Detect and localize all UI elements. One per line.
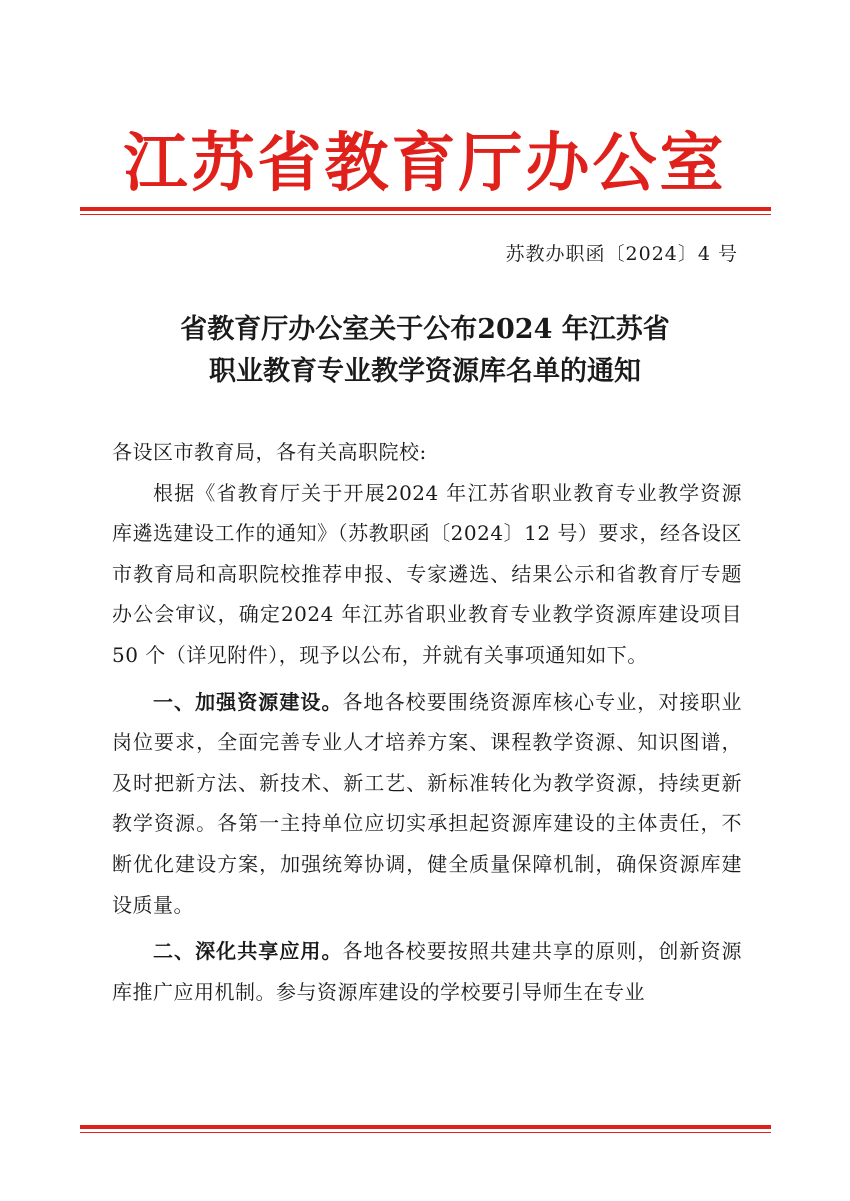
letterhead-title: 江苏省教育厅办公室 bbox=[123, 126, 727, 201]
document-body bbox=[112, 432, 742, 1012]
section-1 bbox=[112, 682, 742, 926]
header-rule-thin bbox=[80, 214, 771, 215]
section-2-heading: 二、深化共享应用。 bbox=[153, 939, 343, 964]
header-rule-thick bbox=[80, 207, 771, 211]
section-2 bbox=[112, 931, 742, 1012]
footer-rule-thin bbox=[80, 1132, 771, 1133]
document-number: 苏教办职函〔2024〕4 号 bbox=[505, 243, 738, 265]
intro-paragraph: 根据《省教育厅关于开展2024 年江苏省职业教育专业教学资源库遴选建设工作的通知》（苏教职函〔2024〕12 号）要求，经各设区市教育局和高职院校推荐申报、专家遴选、结果公示和省教育厅专题办公会审议，确定2024 年江苏省职业教育专业教学资源库建设项目 50 个（详见附件），现予以公布，并就有关事项通知如下。 bbox=[112, 480, 742, 667]
document-title-line-1: 省教育厅办公室关于公布2024 年江苏省 bbox=[180, 314, 670, 345]
salutation: 各设区市教育局，各有关高职院校: bbox=[112, 440, 427, 464]
footer-rule-thick bbox=[80, 1125, 771, 1129]
section-1-text: 各地各校要围绕资源库核心专业，对接职业岗位要求，全面完善专业人才培养方案、课程教学资源、知识图谱，及时把新方法、新技术、新工艺、新标准转化为教学资源，持续更新教学资源。各第一主持单位应切实承担起资源库建设的主体责任，不断优化建设方案，加强统筹协调，健全质量保障机制，确保资源库建设质量。 bbox=[112, 689, 742, 917]
document-title-line-2: 职业教育专业教学资源库名单的通知 bbox=[209, 356, 641, 387]
section-1-heading: 一、加强资源建设。 bbox=[153, 689, 343, 714]
section-2-text: 各地各校要按照共建共享的原则，创新资源库推广应用机制。参与资源库建设的学校要引导师生在专业 bbox=[112, 939, 742, 1004]
